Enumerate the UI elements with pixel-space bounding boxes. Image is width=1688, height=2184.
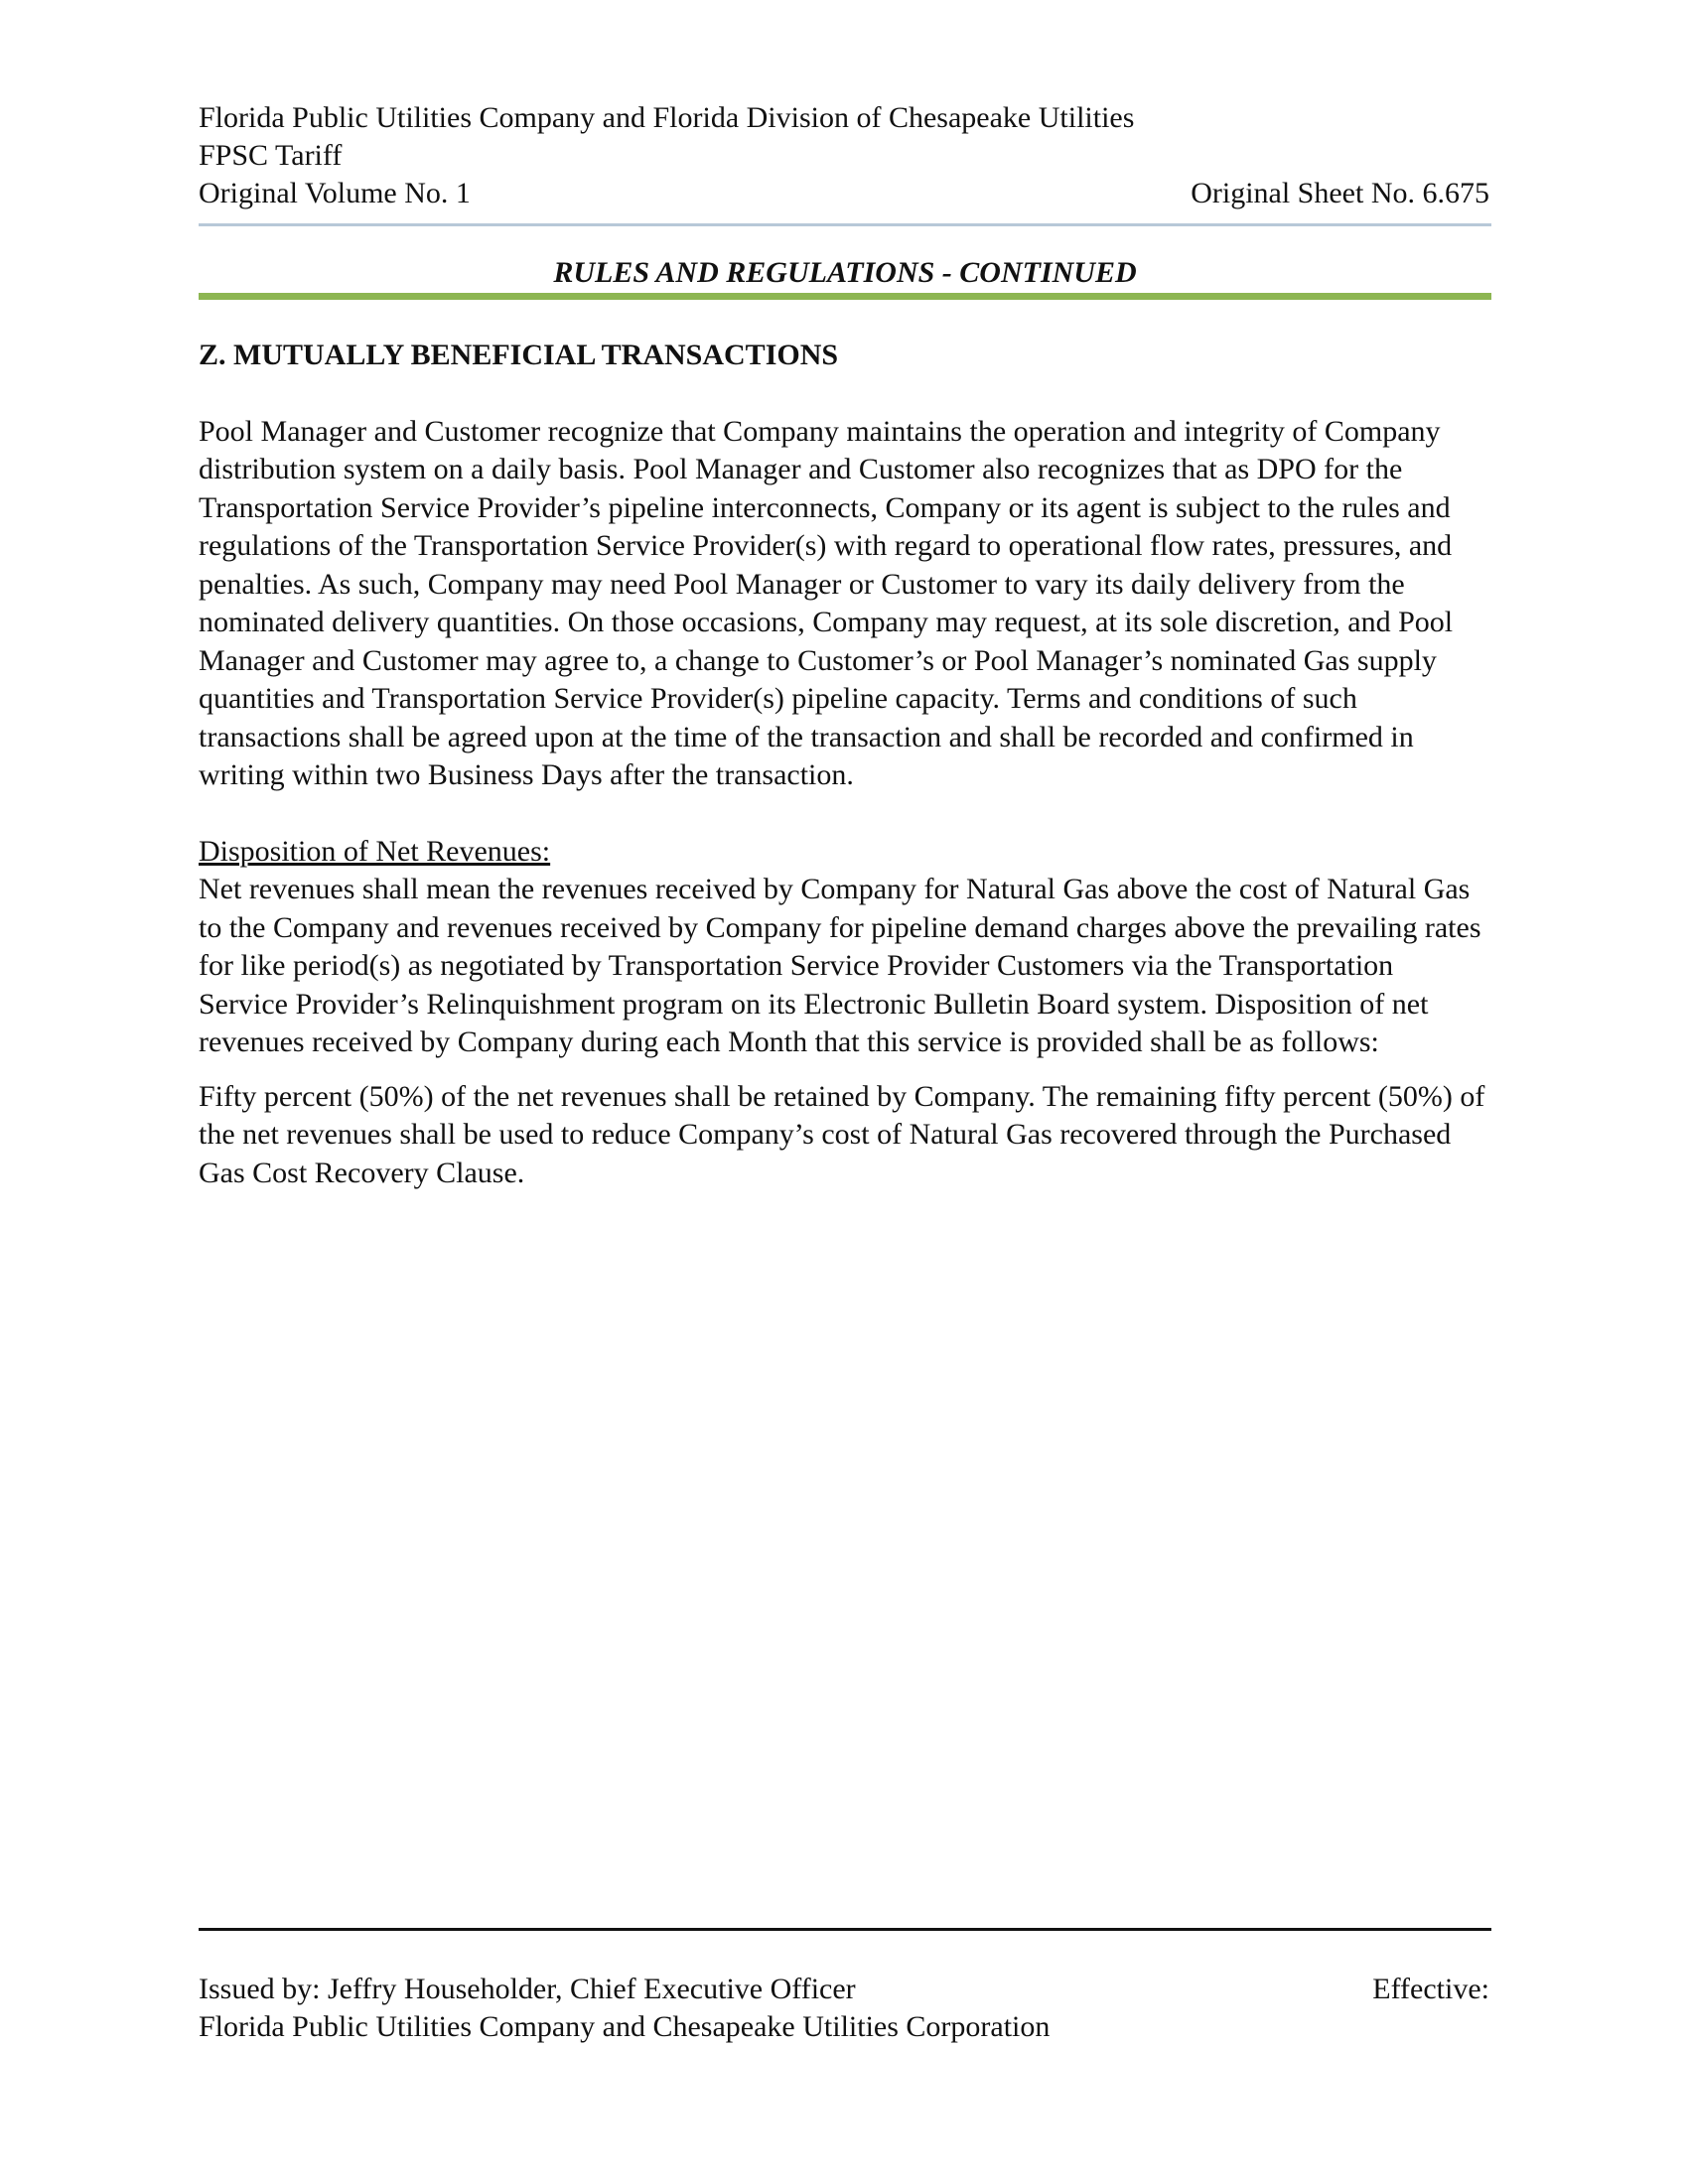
header-volume-line	[199, 175, 1489, 212]
footer-effective: Effective:	[1372, 1973, 1489, 2005]
footer-issued-line	[199, 1971, 1489, 2008]
header-company: Florida Public Utilities Company and Florida Division of Chesapeake Utilities	[199, 101, 1135, 134]
banner-divider	[199, 293, 1491, 300]
page-footer	[199, 1971, 1489, 2046]
section-title: Z. MUTUALLY BENEFICIAL TRANSACTIONS	[199, 339, 839, 371]
paragraph-disposition: Fifty percent (50%) of the net revenues shall be retained by Company. The remaining fifty percent (50%) of the net revenues shall be used to reduce Company’s cost of Natural Gas recovered through the Purchased Gas Cost Recovery Clause.	[199, 1079, 1485, 1189]
section-banner: RULES AND REGULATIONS - CONTINUED	[553, 256, 1137, 289]
document-body	[199, 337, 1489, 1230]
header-sheet-number: Original Sheet No. 6.675	[1191, 177, 1489, 209]
header-divider	[199, 223, 1491, 226]
footer-issued-by: Issued by: Jeffry Householder, Chief Executive Officer	[199, 1973, 856, 2005]
subheading-net-revenues: Disposition of Net Revenues:	[199, 834, 551, 868]
header-tariff: FPSC Tariff	[199, 139, 343, 172]
footer-divider	[199, 1928, 1491, 1931]
footer-corporation: Florida Public Utilities Company and Chesapeake Utilities Corporation	[199, 2010, 1051, 2043]
paragraph-net-revenues: Net revenues shall mean the revenues received by Company for Natural Gas above the cost of Natural Gas to the Company and revenues received by Company for pipeline demand charges above the prevailing rates for like period(s) as negotiated by Transportation Service Provider Customers via the Transportation Service Provider’s Relinquishment program on its Electronic Bulletin Board system. Disposition of net revenues received by Company during each Month that this service is provided shall be as follows:	[199, 873, 1481, 1058]
paragraph-transactions: Pool Manager and Customer recognize that Company maintains the operation and integrity of Company distribution system on a daily basis. Pool Manager and Customer also recognizes that as DPO for the Transportation Service Provider’s pipeline interconnects, Company or its agent is subject to the rules and regulations of the Transportation Service Provider(s) with regard to operational flow rates, pressures, and penalties. As such, Company may need Pool Manager or Customer to vary its daily delivery from the nominated delivery quantities. On those occasions, Company may request, at its sole discretion, and Pool Manager and Customer may agree to, a change to Customer’s or Pool Manager’s nominated Gas supply quantities and Transportation Service Provider(s) pipeline capacity. Terms and conditions of such transactions shall be agreed upon at the time of the transaction and shall be recorded and confirmed in writing within two Business Days after the transaction.	[199, 414, 1454, 791]
header-volume: Original Volume No. 1	[199, 177, 471, 209]
page-header	[199, 99, 1489, 212]
